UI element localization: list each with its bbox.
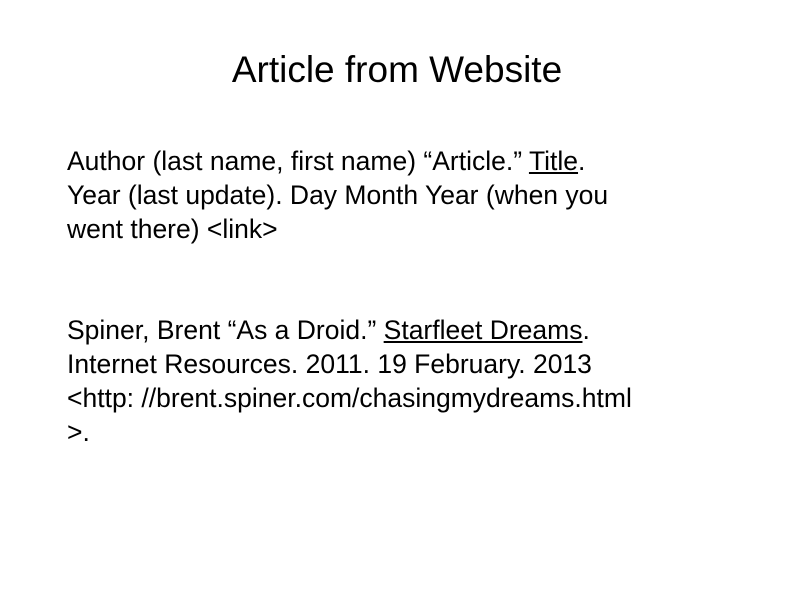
template-line-1 — [67, 144, 757, 178]
template-line-3: went there) <link> — [67, 214, 278, 244]
example-author-article: Spiner, Brent “As a Droid.” — [67, 315, 384, 345]
citation-example — [67, 313, 757, 449]
example-line-2: Internet Resources. 2011. 19 February. 2013 — [67, 349, 592, 379]
example-line-4: >. — [67, 417, 90, 447]
slide-title: Article from Website — [231, 49, 563, 90]
example-line-3: <http: //brent.spiner.com/chasingmydreams.html — [67, 383, 632, 413]
example-line-1 — [67, 313, 757, 347]
template-period: . — [578, 146, 586, 176]
example-site-title: Starfleet Dreams — [383, 315, 583, 345]
template-site-title: Title — [528, 146, 579, 176]
example-period: . — [582, 315, 590, 345]
template-author-article: Author (last name, first name) “Article.” — [67, 146, 529, 176]
template-line-2: Year (last update). Day Month Year (when you — [67, 180, 609, 210]
citation-template — [67, 144, 757, 246]
